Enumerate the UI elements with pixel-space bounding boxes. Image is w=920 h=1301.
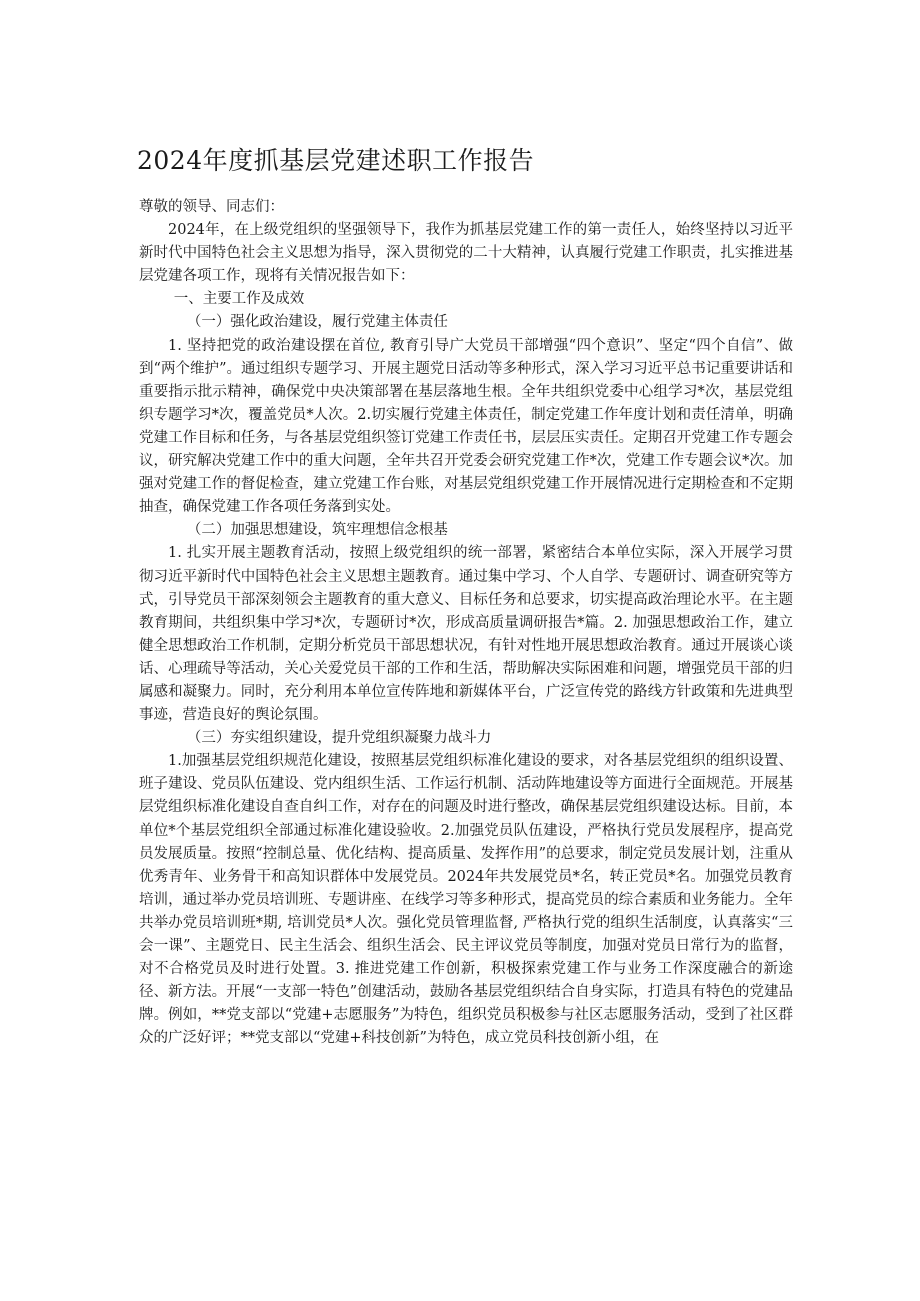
paragraph-political: 1. 坚持把党的政治建设摆在首位, 教育引导广大党员干部增强“四个意识”、坚定“四个自信”、做到“两个维护”。通过组织专题学习、开展主题党日活动等多种形式，深入学习习近平总书记重要讲话和重要指示批示精神，确保党中央决策部署在基层落地生根。全年共组织党委中心组学习*次，基层党组织专题学习*次，覆盖党员*人次。2.切实履行党建主体责任，制定党建工作年度计划和责任清单，明确党建工作目标和任务，与各基层党组织签订党建工作责任书，层层压实责任。定期召开党建工作专题会议，研究解决党建工作中的重大问题，全年共召开党委会研究党建工作*次，党建工作专题会议*次。加强对党建工作的督促检查，建立党建工作台账，对基层党组织党建工作开展情况进行定期检查和不定期抽查，确保党建工作各项任务落到实处。 bbox=[139, 337, 793, 516]
section-heading-main-work: 一、主要工作及成效 bbox=[173, 291, 305, 308]
document-body bbox=[139, 196, 793, 1050]
paragraph-organizational: 1.加强基层党组织规范化建设，按照基层党组织标准化建设的要求，对各基层党组织的组织设置、班子建设、党员队伍建设、党内组织生活、工作运行机制、活动阵地建设等方面进行全面规范。开展基层党组织标准化建设自查自纠工作，对存在的问题及时进行整改，确保基层党组织建设达标。目前，本单位*个基层党组织全部通过标准化建设验收。2.加强党员队伍建设，严格执行党员发展程序，提高党员发展质量。按照“控制总量、优化结构、提高质量、发挥作用”的总要求，制定党员发展计划，注重从优秀青年、业务骨干和高知识群体中发展党员。2024年共发展党员*名，转正党员*名。加强党员教育培训，通过举办党员培训班、专题讲座、在线学习等多种形式，提高党员的综合素质和业务能力。全年共举办党员培训班*期, 培训党员*人次。强化党员管理监督, 严格执行党的组织生活制度，认真落实“三会一课”、主题党日、民主生活会、组织生活会、民主评议党员等制度，加强对党员日常行为的监督，对不合格党员及时进行处置。3. 推进党建工作创新，积极探索党建工作与业务工作深度融合的新途径、新方法。开展“一支部一特色”创建活动，鼓励各基层党组织结合自身实际，打造具有特色的党建品牌。例如，**党支部以“党建+志愿服务”为特色，组织党员积极参与社区志愿服务活动，受到了社区群众的广泛好评；**党支部以“党建+科技创新”为特色，成立党员科技创新小组，在 bbox=[139, 753, 793, 1047]
intro-paragraph: 2024年，在上级党组织的坚强领导下，我作为抓基层党建工作的第一责任人，始终坚持以习近平新时代中国特色社会主义思想为指导，深入贯彻党的二十大精神，认真履行党建工作职责，扎实推进基层党建各项工作，现将有关情况报告如下： bbox=[139, 222, 793, 285]
subsection-heading-organizational: （三）夯实组织建设，提升党组织凝聚力战斗力 bbox=[186, 730, 492, 747]
document-title: 2024年度抓基层党建述职工作报告 bbox=[137, 146, 535, 175]
salutation: 尊敬的领导、同志们： bbox=[139, 199, 284, 215]
subsection-heading-ideological: （二）加强思想建设，筑牢理想信念根基 bbox=[186, 522, 448, 539]
subsection-heading-political: （一）强化政治建设，履行党建主体责任 bbox=[186, 314, 448, 331]
paragraph-ideological: 1. 扎实开展主题教育活动，按照上级党组织的统一部署，紧密结合本单位实际，深入开展学习贯彻习近平新时代中国特色社会主义思想主题教育。通过集中学习、个人自学、专题研讨、调查研究等方式，引导党员干部深刻领会主题教育的重大意义、目标任务和总要求，切实提高政治理论水平。在主题教育期间，共组织集中学习*次，专题研讨*次，形成高质量调研报告*篇。2. 加强思想政治工作，建立健全思想政治工作机制，定期分析党员干部思想状况，有针对性地开展思想政治教育。通过开展谈心谈话、心理疏导等活动，关心关爱党员干部的工作和生活，帮助解决实际困难和问题，增强党员干部的归属感和凝聚力。同时，充分利用本单位宣传阵地和新媒体平台，广泛宣传党的路线方针政策和先进典型事迹，营造良好的舆论氛围。 bbox=[139, 545, 793, 724]
